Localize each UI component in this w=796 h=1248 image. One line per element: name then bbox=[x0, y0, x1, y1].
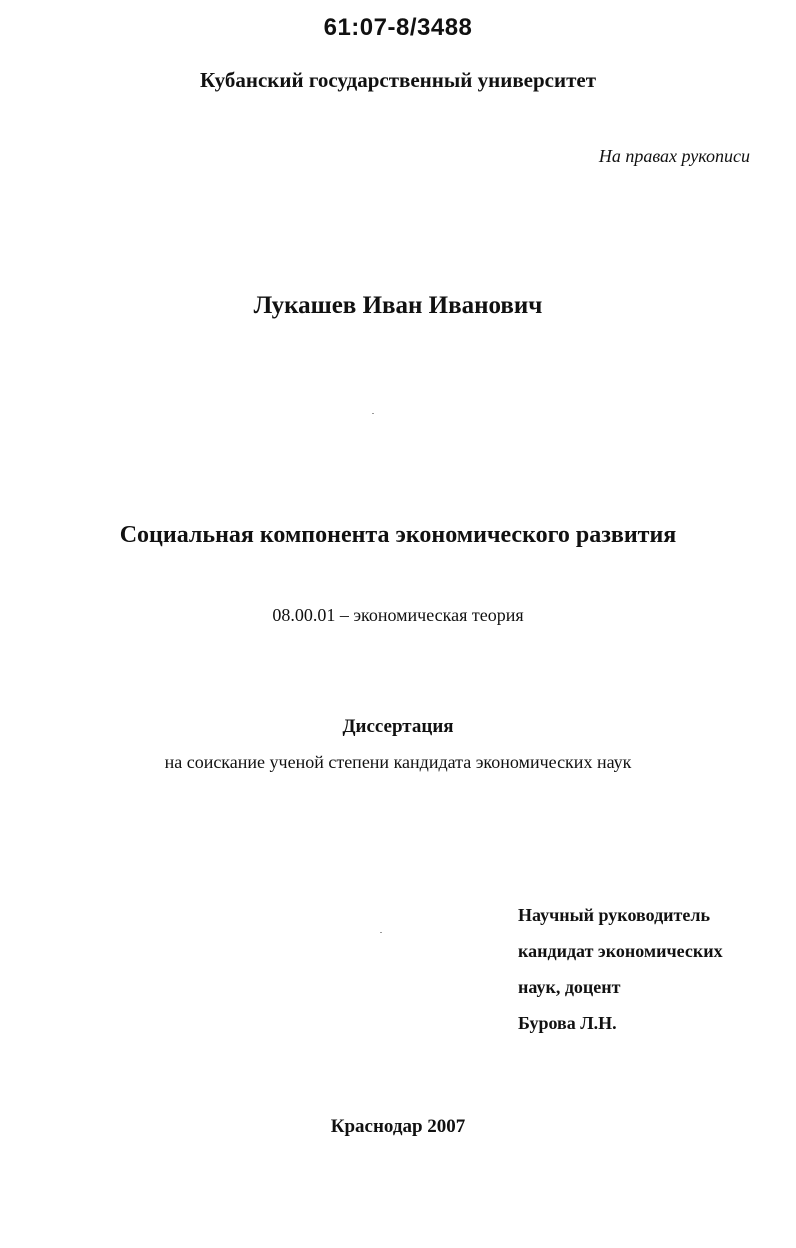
city-year: Краснодар 2007 bbox=[330, 1116, 466, 1137]
degree-description: на соискание ученой степени кандидата экономических наук bbox=[164, 752, 632, 772]
specialty-code: 08.00.01 – экономическая теория bbox=[272, 605, 524, 625]
supervisor-block bbox=[518, 897, 723, 1041]
manuscript-rights-note: На правах рукописи bbox=[598, 146, 750, 166]
author-name: Лукашев Иван Иванович bbox=[253, 292, 543, 319]
catalog-number: 61:07-8/3488 bbox=[323, 14, 473, 41]
supervisor-role: Научный руководитель bbox=[518, 905, 710, 925]
document-type: Диссертация bbox=[342, 716, 454, 737]
thesis-title: Социальная компонента экономического развития bbox=[119, 522, 677, 548]
supervisor-degree: кандидат экономических bbox=[518, 941, 723, 961]
supervisor-title: наук, доцент bbox=[518, 977, 621, 997]
scan-speck bbox=[372, 413, 374, 414]
supervisor-name: Бурова Л.Н. bbox=[518, 1013, 617, 1033]
scan-speck bbox=[380, 932, 382, 933]
university-name: Кубанский государственный университет bbox=[199, 68, 597, 92]
